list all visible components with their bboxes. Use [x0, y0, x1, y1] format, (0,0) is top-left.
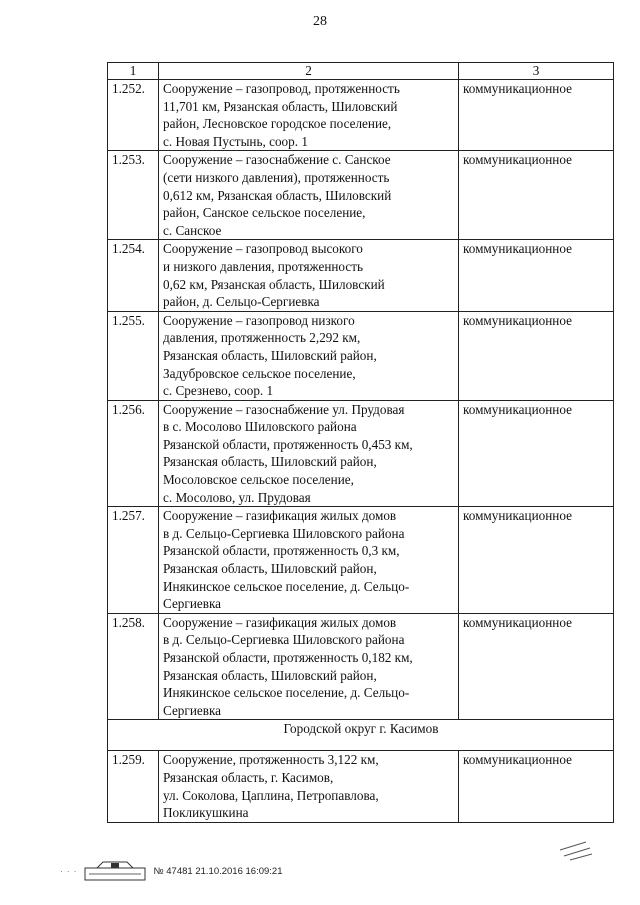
description-line: с. Санское	[163, 222, 222, 238]
description-line: Сооружение – газификация жилых домов	[163, 508, 397, 524]
description-line: Мосоловское сельское поселение,	[163, 472, 354, 488]
description-line: Сергиевка	[163, 596, 222, 612]
row-type: коммуникационное	[459, 240, 614, 311]
description-line: в д. Сельцо-Сергиевка Шиловского района	[163, 632, 405, 648]
table-row	[108, 151, 614, 240]
description-line: давления, протяженность 2,292 км,	[163, 330, 361, 346]
description-line: в д. Сельцо-Сергиевка Шиловского района	[163, 525, 405, 541]
row-description	[159, 613, 459, 720]
row-description	[159, 311, 459, 400]
registry-stamp-icon	[83, 860, 147, 882]
description-line: Рязанская область, Шиловский район,	[163, 454, 377, 470]
description-line: Задубровское сельское поселение,	[163, 365, 356, 381]
table-row	[108, 400, 614, 507]
description-line: 11,701 км, Рязанская область, Шиловский	[163, 98, 398, 114]
table-row	[108, 80, 614, 151]
table-row	[108, 240, 614, 311]
row-description	[159, 400, 459, 507]
description-line: ул. Соколова, Цаплина, Петропавлова,	[163, 787, 379, 803]
row-description	[159, 151, 459, 240]
description-line: Сергиевка	[163, 702, 222, 718]
description-line: Сооружение – газопровод низкого	[163, 312, 355, 328]
description-line: Сооружение – газопровод, протяженность	[163, 81, 400, 96]
section-title: Городской округ г. Касимов	[108, 720, 614, 751]
row-description	[159, 507, 459, 614]
table-row	[108, 311, 614, 400]
description-line: район, Санское сельское поселение,	[163, 205, 366, 221]
description-line: Рязанской области, протяженность 0,182 км,	[163, 650, 413, 665]
header-col-1: 1	[108, 63, 159, 80]
table-row	[108, 751, 614, 822]
row-number: 1.259.	[108, 751, 159, 822]
row-number: 1.253.	[108, 151, 159, 240]
section-header-row	[108, 720, 614, 751]
row-type: коммуникационное	[459, 311, 614, 400]
scan-dots-icon: · · ·	[60, 866, 78, 876]
row-description	[159, 80, 459, 151]
description-line: и низкого давления, протяженность	[163, 258, 363, 274]
row-type: коммуникационное	[459, 80, 614, 151]
description-line: Рязанской области, протяженность 0,3 км,	[163, 543, 400, 559]
description-line: 0,612 км, Рязанская область, Шиловский	[163, 187, 392, 203]
description-line: Рязанская область, Шиловский район,	[163, 667, 377, 683]
footer	[60, 860, 283, 882]
description-line: Сооружение – газификация жилых домов	[163, 614, 397, 630]
document-reference: № 47481 21.10.2016 16:09:21	[153, 865, 283, 877]
description-line: Сооружение – газопровод высокого	[163, 241, 363, 257]
description-line: Рязанской области, протяженность 0,453 км,	[163, 436, 413, 452]
row-number: 1.256.	[108, 400, 159, 507]
row-number: 1.252.	[108, 80, 159, 151]
description-line: Рязанская область, Шиловский район,	[163, 561, 377, 577]
description-line: Инякинское сельское поселение, д. Сельцо-	[163, 685, 410, 701]
description-line: Инякинское сельское поселение, д. Сельцо-	[163, 578, 410, 594]
row-number: 1.254.	[108, 240, 159, 311]
row-type: коммуникационное	[459, 613, 614, 720]
row-type: коммуникационное	[459, 507, 614, 614]
description-line: 0,62 км, Рязанская область, Шиловский	[163, 276, 385, 292]
description-line: Рязанская область, г. Касимов,	[163, 769, 334, 785]
description-line: Рязанская область, Шиловский район,	[163, 347, 377, 363]
description-line: район, д. Сельцо-Сергиевка	[163, 294, 320, 310]
description-line: Сооружение – газоснабжение ул. Прудовая	[163, 401, 405, 417]
handwritten-mark-icon	[556, 836, 596, 864]
table-body	[108, 80, 614, 823]
table-row	[108, 507, 614, 614]
row-number: 1.255.	[108, 311, 159, 400]
description-line: Покликушкина	[163, 805, 249, 821]
row-type: коммуникационное	[459, 751, 614, 822]
row-type: коммуникационное	[459, 400, 614, 507]
table-row	[108, 613, 614, 720]
row-description	[159, 751, 459, 822]
description-line: район, Лесновское городское поселение,	[163, 116, 392, 132]
row-type: коммуникационное	[459, 151, 614, 240]
description-line: Сооружение – газоснабжение с. Санское	[163, 152, 391, 168]
description-line: с. Новая Пустынь, соор. 1	[163, 133, 308, 149]
row-number: 1.258.	[108, 613, 159, 720]
description-line: (сети низкого давления), протяженность	[163, 169, 390, 185]
row-description	[159, 240, 459, 311]
description-line: в с. Мосолово Шиловского района	[163, 419, 357, 435]
description-line: с. Срезнево, соор. 1	[163, 383, 274, 399]
header-col-3: 3	[459, 63, 614, 80]
page-number: 28	[313, 14, 327, 29]
description-line: с. Мосолово, ул. Прудовая	[163, 489, 311, 505]
description-line: Сооружение, протяженность 3,122 км,	[163, 752, 379, 768]
row-number: 1.257.	[108, 507, 159, 614]
property-registry-table	[107, 62, 614, 823]
table-header-row	[108, 63, 614, 80]
header-col-2: 2	[159, 63, 459, 80]
